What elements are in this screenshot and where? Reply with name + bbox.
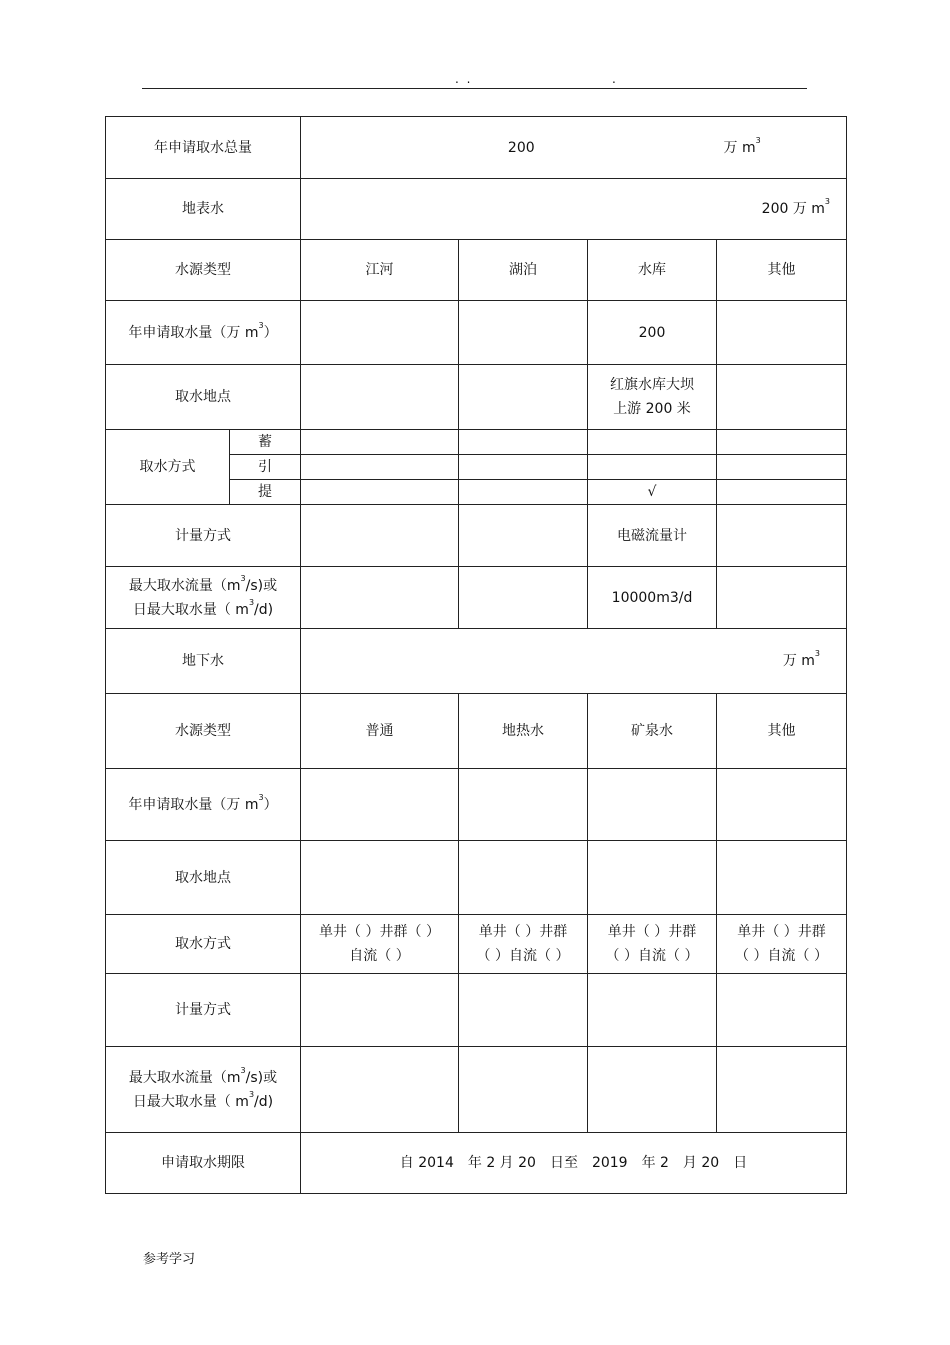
surface-amount: 200 万 m [761, 201, 825, 217]
surface-location-river[interactable] [301, 365, 459, 430]
surface-meter-reservoir[interactable]: 电磁流量计 [588, 505, 717, 567]
total-unit: 万 m [723, 139, 756, 156]
surface-method-sub-lift: 提 [230, 480, 301, 505]
ground-location-mineral[interactable] [588, 841, 717, 915]
surface-flow-label: 最大取水流量$(m^3/s)$或 日最大取水量（ $m^3/d$) [106, 567, 301, 629]
row-ground-location [106, 841, 847, 915]
surface-location-other[interactable] [717, 365, 847, 430]
surface-meter-label: 计量方式 [106, 505, 301, 567]
surface-method-lift-other[interactable] [717, 480, 847, 505]
ground-flow-normal[interactable] [301, 1047, 459, 1133]
surface-label: 地表水 [106, 179, 301, 240]
surface-method-store-other[interactable] [717, 430, 847, 455]
footer-note: 参考学习 [143, 1252, 196, 1267]
surface-location-label: 取水地点 [106, 365, 301, 430]
surface-method-store-river[interactable] [301, 430, 459, 455]
surface-flow-other[interactable] [717, 567, 847, 629]
surface-volume-lake[interactable] [459, 301, 588, 365]
ground-flow-label: 最大取水流量$(m^3/s)$或 日最大取水量（ $m^3/d$) [106, 1047, 301, 1133]
row-ground-method [106, 915, 847, 974]
surface-method-store-lake[interactable] [459, 430, 588, 455]
surface-method-sub-divert: 引 [230, 455, 301, 480]
row-ground-meter [106, 974, 847, 1047]
surface-type-lake: 湖泊 [459, 240, 588, 301]
total-value: 200 [507, 139, 535, 156]
ground-volume-label: 年申请取水量（万 $m^3$） [106, 769, 301, 841]
surface-method-divert-lake[interactable] [459, 455, 588, 480]
ground-type-mineral: 矿泉水 [588, 694, 717, 769]
row-surface [106, 179, 847, 240]
ground-method-mineral[interactable]: 单井（ ）井群 （ ）自流（ ） [588, 915, 717, 974]
ground-meter-other[interactable] [717, 974, 847, 1047]
total-unit-sup: 3 [755, 135, 761, 145]
surface-method-divert-river[interactable] [301, 455, 459, 480]
row-surface-flow [106, 567, 847, 629]
row-surface-volume [106, 301, 847, 365]
surface-method-label: 取水方式 [106, 430, 230, 505]
period-value[interactable]: 自 2014 年 2 月 20 日至 2019 年 2 月 20 日 [301, 1133, 847, 1194]
surface-method-lift-lake[interactable] [459, 480, 588, 505]
header-dots-right: . [612, 72, 618, 86]
ground-amount-cell[interactable] [301, 629, 847, 694]
surface-type-label: 水源类型 [106, 240, 301, 301]
surface-volume-label: 年申请取水量（万 $m^3$） [106, 301, 301, 365]
surface-meter-river[interactable] [301, 505, 459, 567]
surface-volume-reservoir[interactable]: 200 [588, 301, 717, 365]
ground-volume-geothermal[interactable] [459, 769, 588, 841]
ground-flow-other[interactable] [717, 1047, 847, 1133]
surface-method-lift-river[interactable] [301, 480, 459, 505]
surface-method-store-reservoir[interactable] [588, 430, 717, 455]
ground-location-label: 取水地点 [106, 841, 301, 915]
surface-volume-river[interactable] [301, 301, 459, 365]
surface-type-other: 其他 [717, 240, 847, 301]
ground-amount: 万 m [782, 653, 815, 669]
row-surface-location [106, 365, 847, 430]
period-label: 申请取水期限 [106, 1133, 301, 1194]
ground-type-label: 水源类型 [106, 694, 301, 769]
ground-meter-geothermal[interactable] [459, 974, 588, 1047]
surface-amount-cell[interactable] [301, 179, 847, 240]
header-rule [142, 88, 807, 89]
surface-flow-reservoir[interactable]: 10000m3/d [588, 567, 717, 629]
ground-meter-mineral[interactable] [588, 974, 717, 1047]
ground-meter-label: 计量方式 [106, 974, 301, 1047]
total-value-cell[interactable] [301, 117, 847, 179]
ground-method-other[interactable]: 单井（ ）井群 （ ）自流（ ） [717, 915, 847, 974]
ground-method-geothermal[interactable]: 单井（ ）井群 （ ）自流（ ） [459, 915, 588, 974]
header-dots-left: . . [455, 72, 473, 86]
surface-type-river: 江河 [301, 240, 459, 301]
row-surface-method-store [106, 430, 847, 455]
surface-method-lift-reservoir[interactable]: √ [588, 480, 717, 505]
ground-type-normal: 普通 [301, 694, 459, 769]
surface-meter-other[interactable] [717, 505, 847, 567]
ground-location-normal[interactable] [301, 841, 459, 915]
ground-meter-normal[interactable] [301, 974, 459, 1047]
row-ground [106, 629, 847, 694]
ground-location-other[interactable] [717, 841, 847, 915]
ground-volume-other[interactable] [717, 769, 847, 841]
surface-location-reservoir[interactable]: 红旗水库大坝上游 200 米 [588, 365, 717, 430]
row-ground-volume [106, 769, 847, 841]
row-ground-types [106, 694, 847, 769]
surface-method-divert-reservoir[interactable] [588, 455, 717, 480]
surface-meter-lake[interactable] [459, 505, 588, 567]
surface-location-lake[interactable] [459, 365, 588, 430]
ground-location-geothermal[interactable] [459, 841, 588, 915]
row-total [106, 117, 847, 179]
row-surface-types [106, 240, 847, 301]
ground-volume-mineral[interactable] [588, 769, 717, 841]
surface-method-sub-store: 蓄 [230, 430, 301, 455]
surface-type-reservoir: 水库 [588, 240, 717, 301]
ground-flow-mineral[interactable] [588, 1047, 717, 1133]
surface-method-divert-other[interactable] [717, 455, 847, 480]
ground-method-normal[interactable]: 单井（ ）井群（ ） 自流（ ） [301, 915, 459, 974]
ground-label: 地下水 [106, 629, 301, 694]
row-period [106, 1133, 847, 1194]
water-application-table [105, 116, 847, 1194]
total-label: 年申请取水总量 [106, 117, 301, 179]
ground-volume-normal[interactable] [301, 769, 459, 841]
row-surface-meter [106, 505, 847, 567]
ground-amount-sup: 3 [814, 649, 821, 658]
ground-type-other: 其他 [717, 694, 847, 769]
ground-method-label: 取水方式 [106, 915, 301, 974]
ground-type-geothermal: 地热水 [459, 694, 588, 769]
surface-volume-other[interactable] [717, 301, 847, 365]
surface-flow-lake[interactable] [459, 567, 588, 629]
row-ground-flow [106, 1047, 847, 1133]
ground-flow-geothermal[interactable] [459, 1047, 588, 1133]
surface-amount-sup: 3 [824, 197, 831, 206]
surface-flow-river[interactable] [301, 567, 459, 629]
